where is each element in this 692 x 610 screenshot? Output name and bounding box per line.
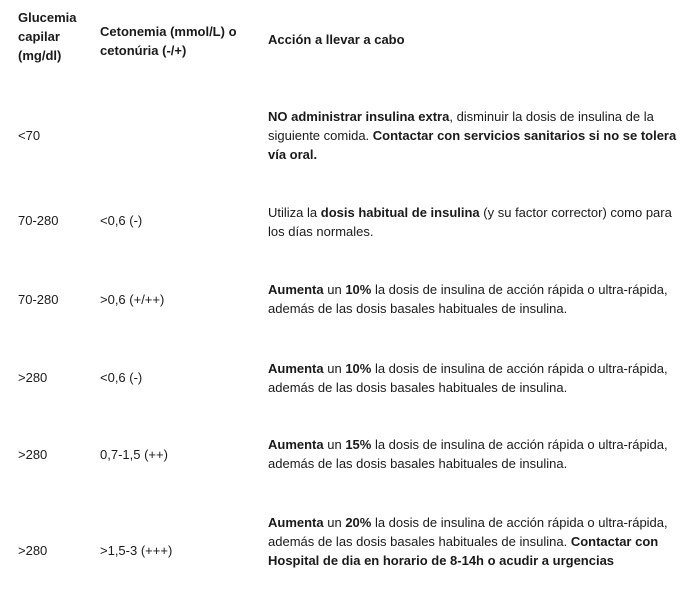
accion-run: Contactar con servicios sanitarios si no se tolera vía oral.	[268, 128, 677, 162]
accion-run: 10%	[345, 361, 372, 376]
accion-run: Aumenta	[268, 361, 324, 376]
accion-run: , disminuir la dosis de insulina de la siguiente comida.	[268, 109, 654, 143]
row-4-cetonemia: <0,6 (-)	[100, 370, 143, 385]
row-5-cetonemia: 0,7-1,5 (++)	[100, 447, 168, 462]
header-accion: Acción a llevar a cabo	[268, 32, 405, 47]
accion-run: un	[323, 361, 346, 376]
accion-run: 10%	[345, 282, 372, 297]
row-1-glucemia: <70	[18, 128, 41, 143]
row-2-cetonemia: <0,6 (-)	[100, 213, 143, 228]
accion-run: la dosis de insulina de acción rápida o ultra-rápida, además de las dosis basales habituales de insulina.	[268, 437, 668, 471]
row-5-glucemia: >280	[18, 447, 48, 462]
row-6-accion	[268, 513, 678, 570]
row-4-glucemia: >280	[18, 370, 48, 385]
accion-run: 20%	[345, 515, 372, 530]
accion-run: Aumenta	[268, 515, 324, 530]
accion-run: un	[323, 282, 346, 297]
row-6-cetonemia: >1,5-3 (+++)	[100, 543, 173, 558]
accion-run: NO administrar insulina extra	[268, 109, 450, 124]
accion-run: un	[323, 515, 346, 530]
accion-run: 15%	[345, 437, 372, 452]
accion-run: (y su factor corrector) como para los días normales.	[268, 205, 672, 239]
row-3-accion	[268, 280, 678, 318]
row-5-accion	[268, 435, 678, 473]
row-2-accion	[268, 203, 678, 241]
accion-run: la dosis de insulina de acción rápida o ultra-rápida, además de las dosis basales habituales de insulina.	[268, 515, 668, 549]
accion-run: la dosis de insulina de acción rápida o ultra-rápida, además de las dosis basales habituales de insulina.	[268, 282, 668, 316]
accion-run: la dosis de insulina de acción rápida o ultra-rápida, además de las dosis basales habituales de insulina.	[268, 361, 668, 395]
accion-run: Aumenta	[268, 282, 324, 297]
row-2-glucemia: 70-280	[18, 213, 59, 228]
accion-run: Utiliza la	[268, 205, 321, 220]
row-3-glucemia: 70-280	[18, 292, 59, 307]
accion-run: dosis habitual de insulina	[320, 205, 480, 220]
accion-run: Aumenta	[268, 437, 324, 452]
row-4-accion	[268, 359, 678, 397]
header-cetonemia: Cetonemia (mmol/L) o cetonúria (-/+)	[100, 24, 237, 58]
row-3-cetonemia: >0,6 (+/++)	[100, 292, 165, 307]
row-6-glucemia: >280	[18, 543, 48, 558]
header-glucemia: Glucemia capilar (mg/dl)	[18, 10, 77, 63]
accion-run: un	[323, 437, 346, 452]
row-1-accion	[268, 107, 678, 164]
accion-run: Contactar con Hospital de dia en horario de 8-14h o acudir a urgencias	[268, 534, 659, 568]
